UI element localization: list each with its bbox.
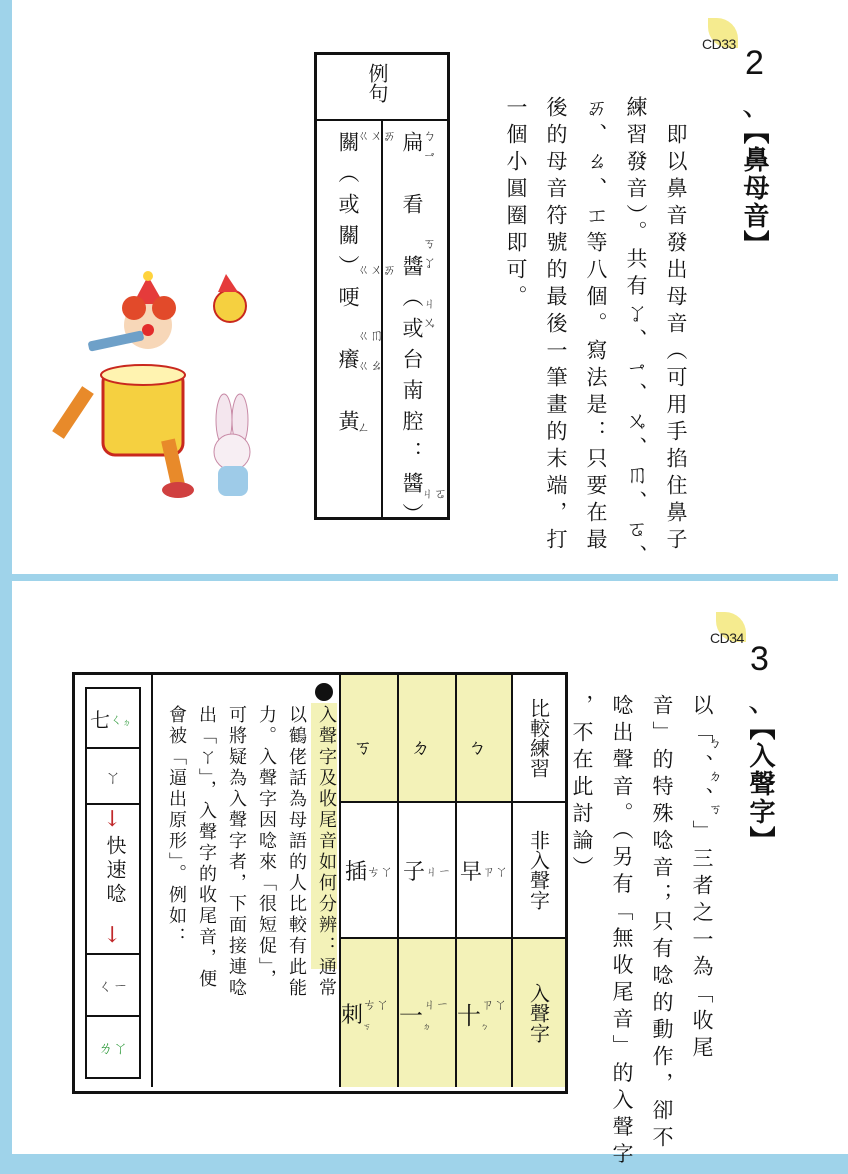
bopomofo-annotation: ㄅㆪ — [423, 129, 437, 163]
bopomofo-annotation: ㄍㄨㆮ — [357, 129, 397, 144]
section-number-mark: 、 — [748, 684, 778, 719]
cd-track-label: CD34 — [710, 630, 744, 646]
demo-char: 七 — [89, 707, 110, 732]
paragraph-line: 即以鼻音發出母音（可用手掐住鼻子 — [664, 96, 688, 555]
bopomofo-annotation: ㄗㄚㆴ — [481, 998, 508, 1032]
note-line: 出「ㄚ」，入聲字的收尾音，便 — [196, 705, 217, 990]
paragraph-line: 音」的特殊唸音；只有唸的動作，卻不 — [650, 694, 674, 1153]
bopomofo-annotation: ㄥ — [357, 421, 371, 436]
bottom-border — [0, 1154, 848, 1174]
bopomofo-annotation: ㄑㄧ — [97, 976, 128, 995]
bopomofo-annotation: ㄑㆵ — [109, 712, 136, 728]
example-char: 十 — [457, 1001, 481, 1030]
paragraph-line: ㆮ、ㆯ、ㆲ等八個。寫法是：只要在最 — [584, 96, 608, 555]
cd-track-label: CD33 — [702, 36, 736, 52]
example-char: 早 — [459, 859, 482, 885]
example-char: 刺 — [341, 1002, 364, 1028]
paragraph-line: 後的母音符號的最後一筆畫的末端，打 — [544, 96, 568, 555]
down-arrow-icon: ↓ — [103, 923, 122, 948]
bopomofo-annotation: ㄌㄚ — [97, 1038, 128, 1057]
section-heading: 【入聲字】 — [745, 714, 775, 854]
paragraph-line: 一個小圓圈即可。 — [504, 96, 528, 312]
section-number: 2 — [745, 44, 764, 82]
bopomofo-annotation: ㄐㄧ — [425, 864, 452, 880]
left-border — [0, 0, 12, 1174]
bopomofo-annotation: ㄐㄧㆵ — [423, 998, 450, 1032]
note-text — [161, 705, 341, 1085]
bopomofo-annotation: ㄘㄚ — [367, 864, 394, 880]
paragraph-line: 以「ㆴ、ㆵ、ㆶ」三者之一為「收尾 — [690, 694, 714, 1063]
final-symbol: ㆶ — [354, 724, 384, 759]
bopomofo-annotation: ㄍㆬ — [357, 329, 384, 344]
bopomofo-annotation: ㄎㆩ — [423, 237, 437, 271]
down-arrow-icon: ↓ — [103, 807, 122, 832]
clown-illustration — [48, 270, 288, 510]
example-char: 插 — [344, 859, 367, 885]
table-header: 比較練習 — [526, 698, 551, 778]
paragraph — [562, 694, 722, 1170]
note-line: 入聲字及收尾音如何分辨：通常 — [316, 705, 337, 999]
bopomofo-annotation: ㄚ — [104, 767, 121, 787]
paragraph — [496, 96, 696, 572]
bopomofo-annotation: ㄐㆫ — [423, 297, 437, 331]
demo-label: 快速唸 — [103, 835, 127, 907]
note-line: 以鶴佬話為母語的人比較有此能 — [286, 705, 307, 999]
paragraph-line: 練習發音）。共有ㆩ、ㆪ、ㆫ、ㆬ、ㆧ、 — [624, 96, 648, 572]
example-table-header: 例句 — [365, 63, 389, 103]
final-symbol: ㆵ — [412, 724, 442, 759]
bopomofo-annotation: ㄐㆧ — [421, 487, 448, 502]
bopomofo-annotation: ㄍㆯ — [357, 359, 384, 374]
section-number-mark: 、 — [742, 88, 772, 123]
bopomofo-annotation: ㄘㄚㆶ — [363, 998, 390, 1032]
example-char: 一 — [399, 1001, 423, 1030]
note-block — [151, 675, 341, 1087]
bullet-icon — [315, 683, 333, 701]
example-char: 子 — [402, 859, 425, 885]
section-number: 3 — [750, 640, 769, 678]
section-divider — [12, 574, 838, 581]
section-heading: 【鼻母音】 — [739, 118, 769, 258]
compare-table — [72, 672, 568, 1094]
note-line: 力。入聲字因唸來「很短促」， — [256, 705, 277, 990]
example-table — [314, 52, 450, 534]
row-label-non-ru: 非入聲字 — [526, 830, 551, 910]
note-line: 會被「逼出原形」。例如： — [166, 705, 187, 948]
example-row: 關（或關）哽 癢 黃 — [336, 131, 360, 441]
table-divider — [381, 121, 383, 517]
demo-column — [85, 687, 141, 1079]
row-label-ru: 入聲字 — [526, 983, 551, 1043]
note-line: 可將疑為入聲字者，下面接連唸 — [226, 705, 247, 999]
bopomofo-annotation: ㄗㄚ — [482, 864, 509, 880]
paragraph-line: ，不在此討論） — [570, 694, 594, 883]
final-symbol: ㆴ — [469, 724, 499, 759]
example-row: 扁 看 醬（或台南腔：醬） — [400, 131, 424, 534]
paragraph-line: 唸出聲音。（另有「無收尾音」的入聲字 — [610, 694, 634, 1170]
bopomofo-annotation: ㄍㄨㆮ — [357, 263, 397, 278]
